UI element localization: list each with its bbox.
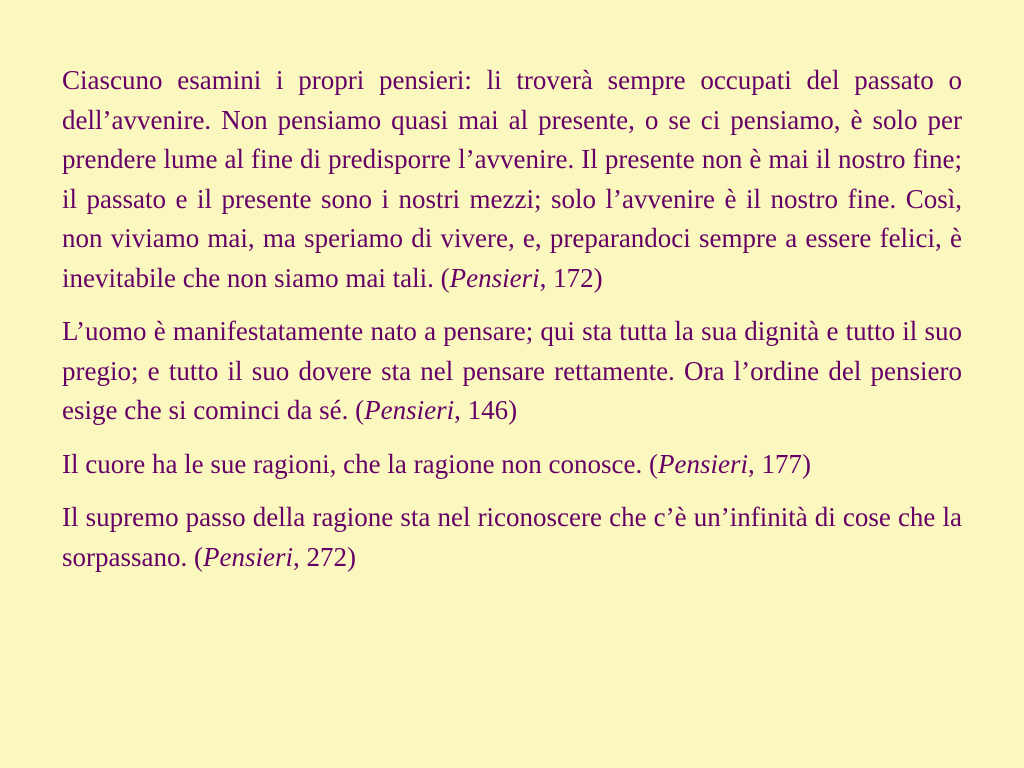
quote-text: Il supremo passo della ragione sta nel riconoscere che c’è un’infinità di cose che la sorpassano. xyxy=(62,502,962,572)
citation-source: Pensieri xyxy=(658,448,748,479)
citation-open: ( xyxy=(348,395,365,425)
quote-text: L’uomo è manifestatamente nato a pensare; qui sta tutta la sua dignità e tutto il suo pregio; e tutto il suo dovere sta nel pensare rettamente. Ora l’ordine del pensiero esige che si cominci da sé. xyxy=(62,316,962,425)
citation-open: ( xyxy=(642,448,659,479)
quote-text: Il cuore ha le sue ragioni, che la ragione non conosce. xyxy=(62,448,643,479)
citation-open: ( xyxy=(187,541,203,572)
citation-open: ( xyxy=(433,262,450,293)
citation-reference: , 146) xyxy=(454,395,518,425)
citation-reference: , 177) xyxy=(748,448,811,479)
quote-paragraph xyxy=(62,445,962,485)
quote-paragraph xyxy=(62,312,962,431)
citation-source: Pensieri xyxy=(202,541,293,572)
citation-reference: , 172) xyxy=(539,262,603,293)
citation-source: Pensieri xyxy=(364,395,455,425)
citation-reference: , 272) xyxy=(292,541,356,572)
citation-source: Pensieri xyxy=(449,262,540,293)
quote-text: Ciascuno esamini i propri pensieri: li troverà sempre occupati del passato o dell’avvenire. Non pensiamo quasi mai al presente, o se ci pensiamo, è solo per prendere lume al fine di predisporre l’avvenire. Il presente non è mai il nostro fine; il passato e il presente sono i nostri mezzi; solo l’avvenire è il nostro fine. Così, non viviamo mai, ma speriamo di vivere, e, preparandoci sempre a essere felici, è inevitabile che non siamo mai tali. xyxy=(62,65,962,293)
quote-paragraph xyxy=(62,61,962,298)
quote-paragraph xyxy=(62,498,962,577)
